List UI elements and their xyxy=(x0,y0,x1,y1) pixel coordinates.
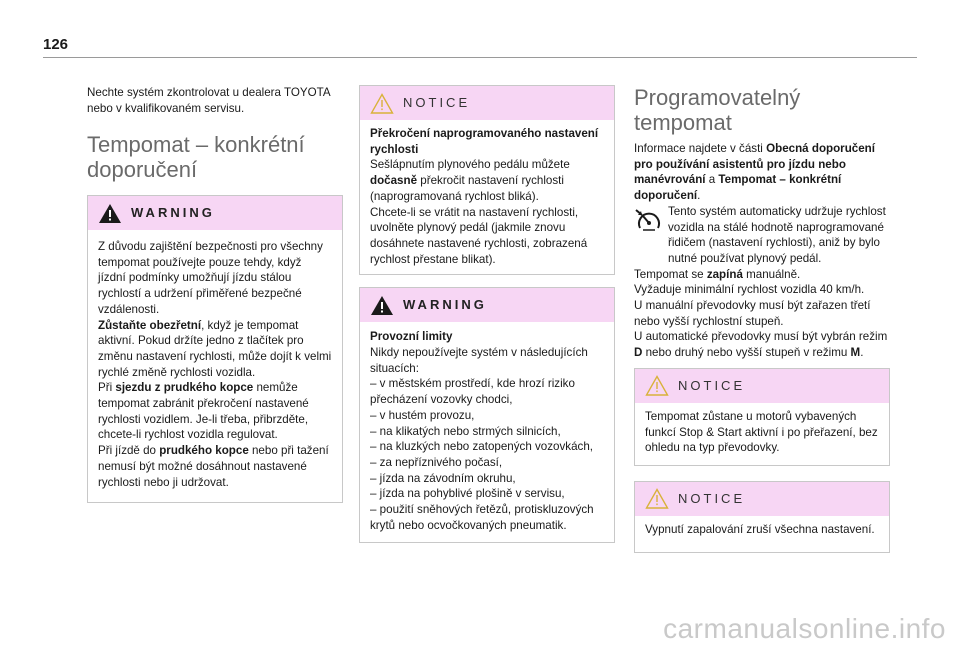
column-1 xyxy=(87,85,343,503)
list-item: – jízda na pohyblivé plošině v servisu, xyxy=(370,487,565,501)
automatic-gearbox-text: U automatické převodovky musí být vybrán režim D nebo druhý nebo vyšší stupeň v režimu M. xyxy=(634,330,888,360)
list-item: – v hustém provozu, xyxy=(370,408,475,422)
notice-body xyxy=(360,120,614,274)
watermark: carmanualsonline.info xyxy=(663,613,946,644)
notice-box-stop-start xyxy=(634,368,890,466)
warning-title: WARNING xyxy=(403,297,487,313)
list-item: – na kluzkých nebo zatopených vozovkách, xyxy=(370,440,593,454)
list-item: – jízda na závodním okruhu, xyxy=(370,471,516,485)
warning-title: WARNING xyxy=(131,205,215,221)
warning-paragraph: Z důvodu zajištění bezpečnosti pro všechny tempomat používejte pouze tehdy, když jízdní podmínky umožňují jízdu stálou rychlostí a udržení přiměřené bezpečné vzdálenosti. xyxy=(98,240,323,316)
notice-header xyxy=(635,369,889,403)
warning-icon xyxy=(98,203,122,224)
notice-title: NOTICE xyxy=(403,95,471,111)
warning-paragraph: Při jízdě do prudkého kopce nebo při tažení nemusí být možné dosáhnout nastavené rychlosti nebo ji udržovat. xyxy=(98,444,329,489)
warning-paragraph: Zůstaňte obezřetní, když je tempomat aktivní. Pokud držíte jedno z tlačítek pro změnu nastavení rychlosti, může dojít k velmi rychlé změně rychlosti vozidla. xyxy=(98,318,332,379)
notice-paragraph: Sešlápnutím plynového pedálu můžete dočasně překročit nastavení rychlosti (naprogramovaná rychlost bliká). xyxy=(370,158,570,203)
notice-text: Tempomat zůstane u motorů vybavených funkcí Stop & Start aktivní i po přeřazení, bez ohledu na typ převodovky. xyxy=(645,409,878,455)
notice-box-ignition xyxy=(634,481,890,553)
section-heading-programovatelny: Programovatelný tempomat xyxy=(634,85,801,135)
notice-icon xyxy=(645,375,669,396)
notice-text: Vypnutí zapalování zruší všechna nastavení. xyxy=(645,522,875,536)
warning-icon xyxy=(370,295,394,316)
top-divider xyxy=(43,57,917,58)
page-number: 126 xyxy=(43,36,69,53)
warning-box xyxy=(87,195,343,503)
notice-icon xyxy=(370,93,394,114)
warning-box-limits xyxy=(359,287,615,543)
description-text: Tento systém automaticky udržuje rychlost vozidla na stálé hodnotě naprogramované řidičem (nastavení rychlosti), aniž by bylo nutné používat plynový pedál. xyxy=(668,204,886,265)
warning-header xyxy=(88,196,342,230)
notice-title: NOTICE xyxy=(678,377,746,393)
notice-title: NOTICE xyxy=(678,491,746,507)
notice-header xyxy=(635,482,889,516)
notice-box xyxy=(359,85,615,275)
column-3 xyxy=(634,85,890,553)
list-item: – za nepříznivého počasí, xyxy=(370,455,503,469)
section-heading-tempomat: Tempomat – konkrétní doporučení xyxy=(87,132,305,182)
warning-bold-title: Provozní limity xyxy=(370,330,453,344)
notice-body xyxy=(635,516,889,552)
cruise-control-icon xyxy=(634,206,664,236)
reference-text: Informace najdete v části Obecná doporučení pro používání asistentů pro jízdu nebo manévrování a Tempomat – konkrétní doporučení. xyxy=(634,142,875,203)
list-item: – v městském prostředí, kde hrozí riziko přecházení vozovky chodci, xyxy=(370,377,575,407)
notice-paragraph: Chcete-li se vrátit na nastavení rychlosti, uvolněte plynový pedál (jakmile znovu dosáhnete nastavené rychlosti, zobrazená rychlost přestane blikat). xyxy=(370,205,588,266)
warning-body xyxy=(360,322,614,542)
warning-intro: Nikdy nepoužívejte systém v následujících situacích: xyxy=(370,346,588,375)
notice-body xyxy=(635,403,889,465)
notice-header xyxy=(360,86,614,120)
column-2 xyxy=(359,85,615,543)
warning-header xyxy=(360,288,614,322)
warning-body xyxy=(88,230,342,502)
activation-text: Tempomat se zapíná manuálně. xyxy=(634,267,801,281)
list-item: – použití sněhových řetězů, protiskluzových krytů nebo ocvočkovaných pneumatik. xyxy=(370,503,594,532)
manual-gearbox-text: U manuální převodovky musí být zařazen třetí nebo vyšší rychlostní stupeň. xyxy=(634,299,871,328)
notice-bold-title: Překročení naprogramovaného nastavení rychlosti xyxy=(370,127,599,156)
notice-icon xyxy=(645,488,669,509)
warning-paragraph: Při sjezdu z prudkého kopce nemůže tempomat zabránit překročení nastavené rychlosti vozidlem. Je-li třeba, přibrzděte, chcete-li rychlost vozidla regulovat. xyxy=(98,381,309,442)
list-item: – na klikatých nebo strmých silnicích, xyxy=(370,424,561,438)
min-speed-text: Vyžaduje minimální rychlost vozidla 40 km/h. xyxy=(634,283,865,297)
description-block xyxy=(634,204,890,267)
intro-text: Nechte systém zkontrolovat u dealera TOYOTA nebo v kvalifikovaném servisu. xyxy=(87,86,330,115)
